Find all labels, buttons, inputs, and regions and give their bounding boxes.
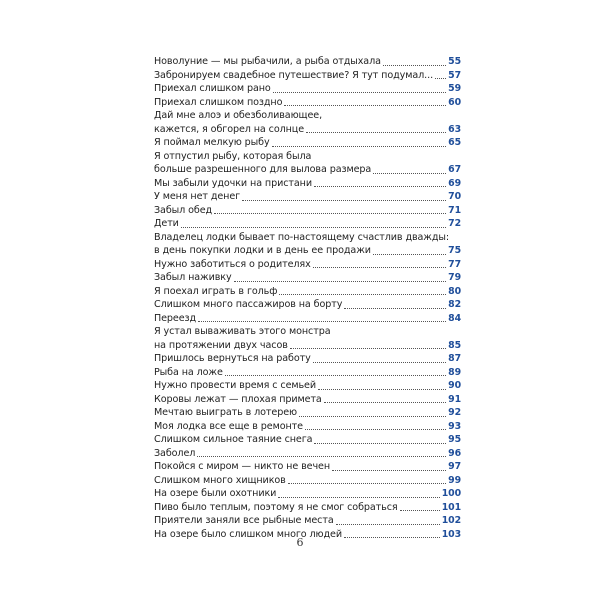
dot-leader xyxy=(373,254,446,255)
toc-entry-row xyxy=(154,460,461,474)
toc-entry-page: 93 xyxy=(448,420,461,432)
toc-entry[interactable] xyxy=(154,96,461,110)
toc-entry-row xyxy=(154,312,461,326)
toc-entry[interactable] xyxy=(154,55,461,69)
toc-entry-title: Пиво было теплым, поэтому я не смог собраться xyxy=(154,501,398,513)
toc-entry[interactable] xyxy=(154,271,461,285)
dot-leader xyxy=(279,294,446,295)
toc-entry-page: 79 xyxy=(448,272,461,283)
toc-entry-row xyxy=(154,379,461,393)
toc-entry[interactable] xyxy=(154,393,461,407)
toc-entry-page: 84 xyxy=(448,312,461,324)
dot-leader xyxy=(305,429,446,430)
toc-entry-page: 69 xyxy=(448,177,461,189)
dot-leader xyxy=(314,443,446,444)
toc-entry-page: 70 xyxy=(448,191,461,202)
toc-entry-title: На озере было слишком много людей xyxy=(154,528,342,540)
toc-entry-page: 77 xyxy=(448,258,461,270)
toc-entry-title: Слишком много пассажиров на борту xyxy=(154,299,343,310)
dot-leader xyxy=(313,362,446,363)
toc-entry-page: 55 xyxy=(448,56,461,67)
toc-entry-title: Забыл наживку xyxy=(154,272,232,283)
toc-entry-title: Пришлось вернуться на работу xyxy=(154,353,311,364)
toc-entry[interactable] xyxy=(154,109,461,136)
toc-entry[interactable] xyxy=(154,231,461,258)
toc-entry[interactable] xyxy=(154,474,461,488)
page-number: 6 xyxy=(296,536,304,549)
toc-entry-row xyxy=(154,514,461,528)
toc-entry-row xyxy=(154,366,461,380)
toc-entry-row xyxy=(154,487,461,501)
toc-entry-page: 57 xyxy=(448,69,461,81)
toc-entry-title: Дети xyxy=(154,218,179,229)
toc-entry[interactable] xyxy=(154,514,461,528)
toc-entry[interactable] xyxy=(154,150,461,177)
toc-entry-row xyxy=(154,406,461,420)
dot-leader xyxy=(197,456,446,457)
toc-entry-page: 91 xyxy=(448,393,461,405)
toc-entry-row xyxy=(154,244,461,258)
toc-entry-title: Покойся с миром — никто не вечен xyxy=(154,461,330,472)
toc-entry-title: Забронируем свадебное путешествие? Я тут подумал... xyxy=(154,69,434,81)
dot-leader xyxy=(306,132,446,133)
toc-entry-title: На озере были охотники xyxy=(154,488,277,499)
toc-entry-page: 89 xyxy=(448,366,461,378)
toc-entry-title: Приехал слишком поздно xyxy=(154,96,283,108)
toc-entry-title: Приехал слишком рано xyxy=(154,83,271,94)
toc-entry[interactable] xyxy=(154,312,461,326)
dot-leader xyxy=(313,267,446,268)
toc-entry-title-line: Я отпустил рыбу, которая была xyxy=(154,150,312,162)
toc-entry[interactable] xyxy=(154,82,461,96)
toc-entry-title: Слишком сильное таяние снега xyxy=(154,434,313,445)
table-of-contents xyxy=(154,55,461,541)
toc-entry-page: 63 xyxy=(448,123,461,135)
toc-entry-row xyxy=(154,501,461,515)
dot-leader xyxy=(273,92,446,93)
toc-entry-page: 102 xyxy=(441,515,461,526)
dot-leader xyxy=(344,308,446,309)
toc-entry-row xyxy=(154,123,461,137)
toc-entry-title-line: Дай мне алоэ и обезболивающее, xyxy=(154,110,323,121)
toc-entry[interactable] xyxy=(154,420,461,434)
toc-entry-row xyxy=(154,177,461,191)
toc-entry-page: 71 xyxy=(448,204,461,216)
toc-entry-row xyxy=(154,285,461,299)
toc-entry-page: 87 xyxy=(448,353,461,364)
toc-entry-title: больше разрешенного для вылова размера xyxy=(154,164,372,175)
toc-entry-page: 92 xyxy=(448,407,461,418)
dot-leader xyxy=(299,416,446,417)
dot-leader xyxy=(225,375,446,376)
toc-entry-title: Переезд xyxy=(154,312,197,324)
toc-entry[interactable] xyxy=(154,460,461,474)
toc-entry[interactable] xyxy=(154,501,461,515)
toc-entry[interactable] xyxy=(154,217,461,231)
toc-entry[interactable] xyxy=(154,136,461,150)
dot-leader xyxy=(284,105,446,106)
toc-entry-page: 97 xyxy=(448,461,461,472)
dot-leader xyxy=(214,213,446,214)
dot-leader xyxy=(242,200,446,201)
toc-entry-row xyxy=(154,217,461,231)
toc-entry[interactable] xyxy=(154,406,461,420)
toc-entry-title: на протяжении двух часов xyxy=(154,339,288,351)
toc-entry[interactable] xyxy=(154,204,461,218)
toc-entry-row xyxy=(154,55,461,69)
toc-entry-page: 65 xyxy=(448,137,461,148)
toc-entry-title: Нужно провести время с семьей xyxy=(154,380,316,391)
toc-entry-title-line: Владелец лодки бывает по-настоящему счастлив дважды: xyxy=(154,231,449,243)
toc-entry-page: 80 xyxy=(448,285,461,297)
toc-entry-row xyxy=(154,474,461,488)
toc-entry[interactable] xyxy=(154,487,461,501)
dot-leader xyxy=(400,510,440,511)
toc-entry-page: 85 xyxy=(448,339,461,351)
dot-leader xyxy=(332,470,446,471)
toc-entry-row xyxy=(154,258,461,272)
dot-leader xyxy=(198,321,446,322)
toc-entry-title: Нужно заботиться о родителях xyxy=(154,258,311,270)
toc-entry-row xyxy=(154,190,461,204)
toc-entry[interactable] xyxy=(154,433,461,447)
dot-leader xyxy=(318,389,446,390)
toc-entry-page: 96 xyxy=(448,447,461,459)
toc-entry[interactable] xyxy=(154,379,461,393)
toc-entry-row xyxy=(154,271,461,285)
toc-entry-page: 100 xyxy=(441,488,461,499)
toc-entry-title: Приятели заняли все рыбные места xyxy=(154,515,334,526)
toc-entry-page: 99 xyxy=(448,474,461,486)
toc-entry-page: 59 xyxy=(448,83,461,94)
toc-entry-row xyxy=(154,298,461,312)
toc-entry-row xyxy=(154,69,461,83)
toc-entry-row xyxy=(154,433,461,447)
toc-entry-page: 103 xyxy=(441,528,461,540)
toc-entry-title: в день покупки лодки и в день ее продажи xyxy=(154,245,371,256)
toc-entry-title: Заболел xyxy=(154,447,196,459)
toc-entry-page: 60 xyxy=(448,96,461,108)
toc-entry-title-line: Я устал вываживать этого монстра xyxy=(154,326,331,337)
toc-entry-row xyxy=(154,82,461,96)
dot-leader xyxy=(383,65,446,66)
toc-entry[interactable] xyxy=(154,447,461,461)
toc-entry-row xyxy=(154,420,461,434)
dot-leader xyxy=(435,78,446,79)
dot-leader xyxy=(278,497,439,498)
toc-entry[interactable] xyxy=(154,352,461,366)
dot-leader xyxy=(290,348,446,349)
toc-entry-row xyxy=(154,136,461,150)
toc-entry-row xyxy=(154,447,461,461)
toc-entry-title: Новолуние — мы рыбачили, а рыба отдыхала xyxy=(154,56,381,67)
toc-entry-page: 95 xyxy=(448,434,461,445)
toc-entry[interactable] xyxy=(154,177,461,191)
toc-entry-title: Коровы лежат — плохая примета xyxy=(154,393,322,405)
toc-entry-title: Я поехал играть в гольф xyxy=(154,285,278,297)
toc-entry[interactable] xyxy=(154,298,461,312)
dot-leader xyxy=(181,227,446,228)
toc-entry-title: Моя лодка все еще в ремонте xyxy=(154,420,303,432)
toc-entry-row xyxy=(154,393,461,407)
toc-entry[interactable] xyxy=(154,258,461,272)
dot-leader xyxy=(272,146,447,147)
toc-entry[interactable] xyxy=(154,366,461,380)
toc-entry-page: 82 xyxy=(448,299,461,310)
toc-entry[interactable] xyxy=(154,190,461,204)
dot-leader xyxy=(324,402,446,403)
toc-entry-page: 72 xyxy=(448,218,461,229)
toc-entry-page: 101 xyxy=(441,501,461,513)
toc-entry-title: Мы забыли удочки на пристани xyxy=(154,177,312,189)
toc-entry-row xyxy=(154,96,461,110)
dot-leader xyxy=(373,173,446,174)
toc-entry-row xyxy=(154,163,461,177)
toc-entry-title: Забыл обед xyxy=(154,204,213,216)
toc-entry-title: У меня нет денег xyxy=(154,191,241,202)
dot-leader xyxy=(234,281,447,282)
toc-entry-row xyxy=(154,339,461,353)
toc-entry-title: Мечтаю выиграть в лотерею xyxy=(154,407,297,418)
dot-leader xyxy=(336,524,440,525)
toc-entry[interactable] xyxy=(154,69,461,83)
toc-entry-title: Слишком много хищников xyxy=(154,474,286,486)
toc-entry-title: Я поймал мелкую рыбу xyxy=(154,137,270,148)
toc-entry-page: 67 xyxy=(448,164,461,175)
toc-entry[interactable] xyxy=(154,325,461,352)
toc-entry-row xyxy=(154,352,461,366)
toc-entry-title: Рыба на ложе xyxy=(154,366,223,378)
toc-entry-page: 90 xyxy=(448,380,461,391)
dot-leader xyxy=(288,483,446,484)
toc-entry-title: кажется, я обгорел на солнце xyxy=(154,123,305,135)
toc-entry-page: 75 xyxy=(448,245,461,256)
dot-leader xyxy=(314,186,446,187)
toc-entry[interactable] xyxy=(154,285,461,299)
toc-entry-row xyxy=(154,204,461,218)
